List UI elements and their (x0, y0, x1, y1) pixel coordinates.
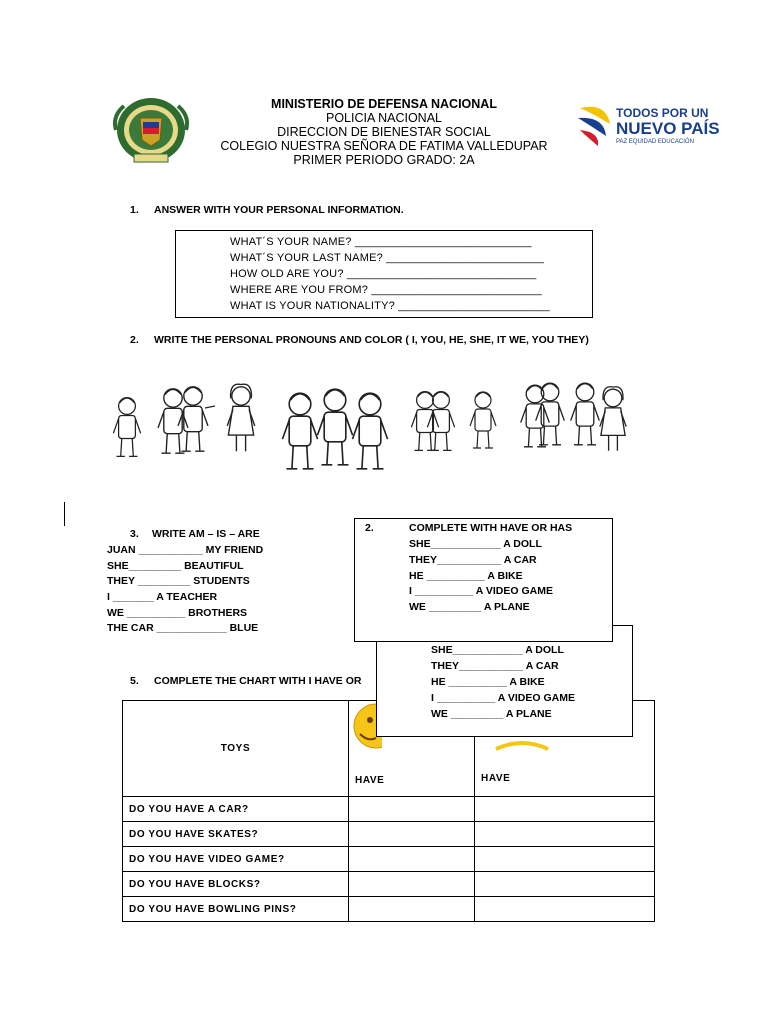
q2-heading (130, 334, 589, 346)
q4-line-2[interactable]: THEY___________ A CAR (409, 554, 537, 566)
table-row (123, 847, 655, 872)
header-police: POLICIA NACIONAL (325, 111, 442, 125)
have-has-box (354, 518, 613, 642)
kid-figure (470, 392, 496, 448)
pronoun-illustrations (105, 378, 635, 473)
q3-title: WRITE AM – IS – ARE (152, 528, 260, 540)
q4b-line-5[interactable]: WE _________ A PLANE (431, 708, 552, 720)
kid-figure (113, 398, 140, 457)
q4b-line-2[interactable]: THEY___________ A CAR (431, 660, 559, 672)
logo-line2: NUEVO PAÍS (616, 119, 720, 138)
header-direction: DIRECCION DE BIENESTAR SOCIAL (277, 125, 491, 139)
logo-line3: PAZ EQUIDAD EDUCACIÓN (616, 139, 694, 145)
chart-cell-have[interactable] (349, 822, 475, 847)
chart-row-label: DO YOU HAVE BOWLING PINS? (123, 897, 349, 922)
chart-cell-dont-have[interactable] (475, 872, 655, 897)
chart-cell-have[interactable] (349, 872, 475, 897)
q3-line-2[interactable]: SHE_________ BEAUTIFUL (107, 560, 244, 572)
q1-line-last-name[interactable]: WHAT´S YOUR LAST NAME? _________________________ (230, 252, 545, 264)
header-school: COLEGIO NUESTRA SEÑORA DE FATIMA VALLEDUPAR (220, 139, 548, 153)
kid-figure (227, 384, 255, 451)
q1-line-from[interactable]: WHERE ARE YOU FROM? ___________________________ (230, 284, 542, 296)
chart-row-label: DO YOU HAVE A CAR? (123, 797, 349, 822)
kid-figure (521, 385, 550, 447)
q3-line-3[interactable]: THEY _________ STUDENTS (107, 575, 250, 587)
chart-cell-have[interactable] (349, 897, 475, 922)
q4-line-4[interactable]: I __________ A VIDEO GAME (409, 585, 553, 597)
table-row (123, 797, 655, 822)
header-ministry: MINISTERIO DE DEFENSA NACIONAL (271, 97, 497, 111)
logo-line1: TODOS POR UN (616, 106, 709, 120)
chart-header-have: HAVE (349, 701, 475, 797)
chart-row-label: DO YOU HAVE BLOCKS? (123, 872, 349, 897)
header-period-grade: PRIMER PERIODO GRADO: 2A (293, 153, 475, 167)
chart-cell-dont-have[interactable] (475, 847, 655, 872)
table-row (123, 822, 655, 847)
q3-line-4[interactable]: I _______ A TEACHER (107, 591, 218, 603)
chart-row-label: DO YOU HAVE VIDEO GAME? (123, 847, 349, 872)
q3-line-6[interactable]: THE CAR ____________ BLUE (107, 622, 259, 634)
table-row (123, 872, 655, 897)
q4-title: COMPLETE WITH HAVE OR HAS (409, 522, 573, 534)
kid-figure (282, 393, 317, 469)
q4-line-3[interactable]: HE __________ A BIKE (409, 570, 523, 582)
kid-figure (317, 389, 352, 465)
q4b-line-1[interactable]: SHE____________ A DOLL (431, 644, 564, 656)
q1-line-age[interactable]: HOW OLD ARE YOU? ______________________________ (230, 268, 537, 280)
q4b-line-4[interactable]: I __________ A VIDEO GAME (431, 692, 575, 704)
q5-title: COMPLETE THE CHART WITH I HAVE OR (154, 675, 362, 687)
kid-figure (536, 383, 565, 445)
q5-number: 5. (130, 675, 139, 687)
q3-line-1[interactable]: JUAN ___________ MY FRIEND (107, 544, 264, 556)
chart-cell-have[interactable] (349, 797, 475, 822)
q3-number: 3. (130, 528, 139, 540)
q1-number: 1. (130, 204, 139, 216)
table-row (123, 897, 655, 922)
q4-number: 2. (365, 522, 374, 534)
kid-figure (600, 387, 626, 451)
q5-heading (130, 675, 361, 687)
q4b-line-3[interactable]: HE __________ A BIKE (431, 676, 545, 688)
q3-heading (130, 528, 260, 540)
kid-figure (427, 392, 454, 451)
q1-heading (130, 204, 404, 216)
chart-row-label: DO YOU HAVE SKATES? (123, 822, 349, 847)
chart-cell-dont-have[interactable] (475, 797, 655, 822)
chart-header-toys: TOYS (123, 701, 349, 797)
q2-number: 2. (130, 334, 139, 346)
q4-line-1[interactable]: SHE____________ A DOLL (409, 538, 542, 550)
todos-por-un-nuevo-pais-logo (576, 102, 720, 152)
chart-cell-dont-have[interactable] (475, 897, 655, 922)
q1-title: ANSWER WITH YOUR PERSONAL INFORMATION. (154, 204, 404, 216)
q3-block (107, 528, 347, 638)
chart-cell-have[interactable] (349, 847, 475, 872)
q4-line-5[interactable]: WE _________ A PLANE (409, 601, 530, 613)
q1-line-name[interactable]: WHAT´S YOUR NAME? ____________________________ (230, 236, 532, 248)
personal-info-box (175, 230, 593, 318)
kid-figure (352, 393, 387, 469)
q1-line-nationality[interactable]: WHAT IS YOUR NATIONALITY? ________________________ (230, 300, 550, 312)
q3-line-5[interactable]: WE __________ BROTHERS (107, 607, 248, 619)
kid-figure (411, 392, 438, 451)
kid-figure (571, 383, 600, 445)
q2-title: WRITE THE PERSONAL PRONOUNS AND COLOR ( I, YOU, HE, SHE, IT WE, YOU THEY) (154, 334, 589, 346)
chart-cell-dont-have[interactable] (475, 822, 655, 847)
sad-face-icon (492, 740, 552, 752)
chart-header-dont-have: HAVE (475, 701, 655, 797)
text-cursor (64, 502, 65, 526)
